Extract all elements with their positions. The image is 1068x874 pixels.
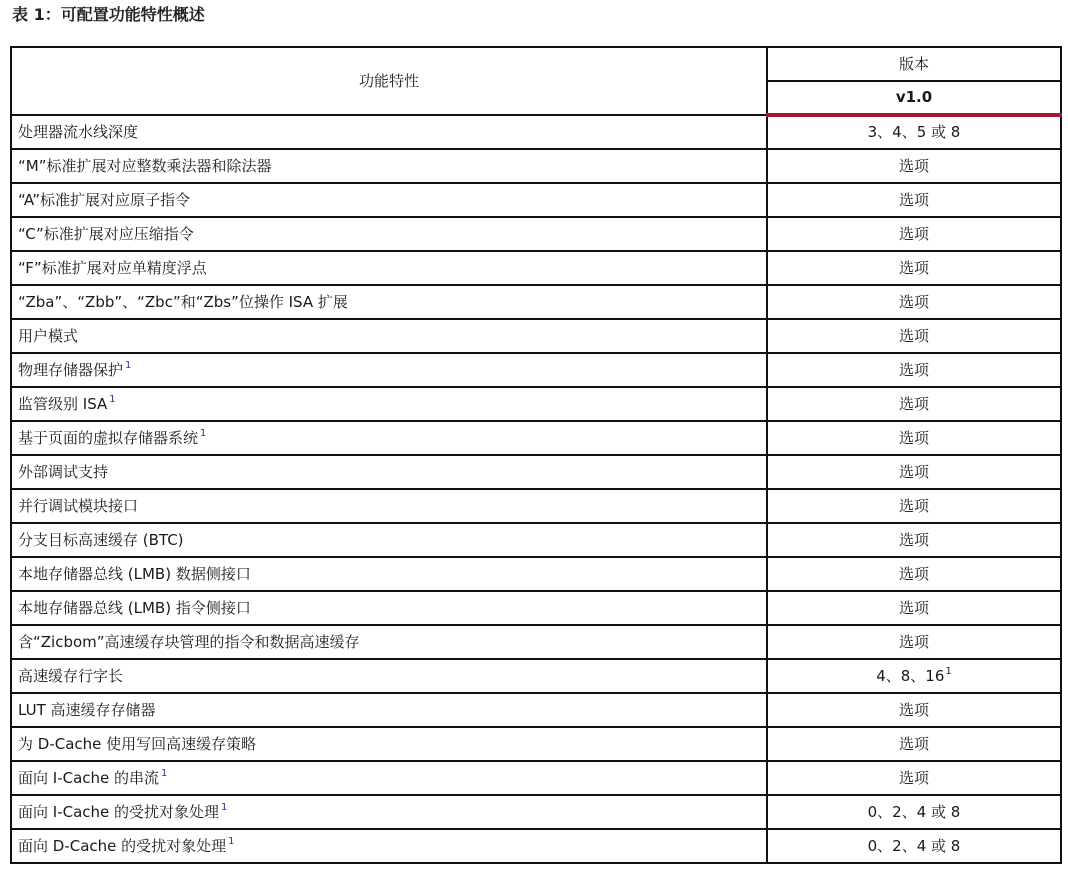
feature-cell <box>11 557 767 591</box>
table-row <box>11 353 1061 387</box>
value-text: 0、2、4 或 8 <box>867 836 961 855</box>
value-text: 3、4、5 或 8 <box>867 123 961 141</box>
table-row <box>11 285 1061 319</box>
feature-text: 外部调试支持 <box>18 462 109 481</box>
feature-cell <box>11 727 767 761</box>
table-body <box>11 115 1061 863</box>
feature-cell <box>11 761 767 795</box>
feature-text: 监管级别 ISA <box>18 394 108 413</box>
version-value-cell <box>767 795 1061 829</box>
value-text: 选项 <box>898 292 929 311</box>
table-row <box>11 693 1061 727</box>
version-value-cell <box>767 659 1061 693</box>
table-row <box>11 523 1061 557</box>
table-row <box>11 387 1061 421</box>
value-text: 选项 <box>898 632 929 651</box>
value-text: 选项 <box>898 224 929 243</box>
table-row <box>11 795 1061 829</box>
table-header <box>11 47 1061 115</box>
value-text: 选项 <box>898 496 929 515</box>
feature-cell <box>11 829 767 863</box>
value-text: 0、2、4 或 8 <box>867 802 961 821</box>
value-text: 4、8、16 <box>876 666 945 685</box>
value-text: 选项 <box>898 360 929 379</box>
feature-cell <box>11 523 767 557</box>
table-row <box>11 557 1061 591</box>
value-text: 选项 <box>898 530 929 549</box>
feature-text: 并行调试模块接口 <box>18 496 139 515</box>
feature-text: 为 D-Cache 使用写回高速缓存策略 <box>18 734 257 753</box>
feature-text: 面向 D-Cache 的受扰对象处理 <box>18 836 227 855</box>
feature-column-header: 功能特性 <box>11 47 767 115</box>
version-value-cell <box>767 489 1061 523</box>
feature-cell <box>11 115 767 149</box>
version-value-cell <box>767 115 1061 149</box>
value-text: 选项 <box>898 428 929 447</box>
feature-cell <box>11 455 767 489</box>
version-value-cell <box>767 387 1061 421</box>
feature-text: LUT 高速缓存存储器 <box>18 700 156 719</box>
version-column-header: 版本 <box>767 47 1061 81</box>
table-row <box>11 727 1061 761</box>
table-row <box>11 319 1061 353</box>
feature-text: 物理存储器保护 <box>18 360 124 379</box>
table-row <box>11 659 1061 693</box>
table-row <box>11 829 1061 863</box>
value-text: 选项 <box>898 258 929 277</box>
feature-cell <box>11 251 767 285</box>
value-text: 选项 <box>898 768 929 787</box>
feature-text: 本地存储器总线 (LMB) 指令侧接口 <box>18 598 251 617</box>
footnote-marker[interactable]: 1 <box>200 427 207 439</box>
footnote-marker[interactable]: 1 <box>221 801 228 813</box>
table-row <box>11 591 1061 625</box>
footnote-marker[interactable]: 1 <box>228 835 235 847</box>
table-caption: 表 1：可配置功能特性概述 <box>12 5 205 24</box>
feature-text: 分支目标高速缓存 (BTC) <box>18 530 184 549</box>
feature-cell <box>11 217 767 251</box>
feature-text: “F”标准扩展对应单精度浮点 <box>18 258 207 277</box>
version-value-cell <box>767 353 1061 387</box>
footnote-marker[interactable]: 1 <box>945 665 952 677</box>
footnote-marker[interactable]: 1 <box>125 359 132 371</box>
feature-text: “A”标准扩展对应原子指令 <box>18 190 191 209</box>
table-row <box>11 183 1061 217</box>
version-value-cell <box>767 625 1061 659</box>
feature-cell <box>11 625 767 659</box>
feature-cell <box>11 353 767 387</box>
value-text: 选项 <box>898 734 929 753</box>
feature-text: 用户模式 <box>18 326 79 345</box>
feature-cell <box>11 591 767 625</box>
version-value-cell <box>767 727 1061 761</box>
feature-cell <box>11 489 767 523</box>
table-row <box>11 761 1061 795</box>
version-value-cell <box>767 693 1061 727</box>
value-text: 选项 <box>898 462 929 481</box>
table-row <box>11 455 1061 489</box>
value-text: 选项 <box>898 564 929 583</box>
feature-table <box>10 46 1062 864</box>
version-value-cell <box>767 251 1061 285</box>
table-row <box>11 625 1061 659</box>
table-row <box>11 115 1061 149</box>
table-row <box>11 421 1061 455</box>
version-value-cell <box>767 217 1061 251</box>
feature-text: 面向 I-Cache 的串流 <box>18 768 160 787</box>
feature-cell <box>11 693 767 727</box>
version-value-cell <box>767 285 1061 319</box>
feature-cell <box>11 795 767 829</box>
footnote-marker[interactable]: 1 <box>109 393 116 405</box>
feature-text: 处理器流水线深度 <box>18 122 139 141</box>
value-text: 选项 <box>898 326 929 345</box>
feature-text: 含“Zicbom”高速缓存块管理的指令和数据高速缓存 <box>18 632 360 651</box>
feature-cell <box>11 285 767 319</box>
value-text: 选项 <box>898 700 929 719</box>
version-value-cell <box>767 523 1061 557</box>
table-row <box>11 489 1061 523</box>
feature-cell <box>11 319 767 353</box>
version-value-cell <box>767 591 1061 625</box>
footnote-marker[interactable]: 1 <box>161 767 168 779</box>
value-text: 选项 <box>898 394 929 413</box>
version-value-cell <box>767 421 1061 455</box>
feature-cell <box>11 387 767 421</box>
feature-text: “M”标准扩展对应整数乘法器和除法器 <box>18 156 272 175</box>
version-value-cell <box>767 761 1061 795</box>
version-number-header: v1.0 <box>767 81 1061 115</box>
table-row <box>11 217 1061 251</box>
version-value-cell <box>767 455 1061 489</box>
version-value-cell <box>767 557 1061 591</box>
feature-cell <box>11 421 767 455</box>
feature-cell <box>11 659 767 693</box>
version-value-cell <box>767 319 1061 353</box>
table-row <box>11 149 1061 183</box>
version-value-cell <box>767 829 1061 863</box>
version-value-cell <box>767 183 1061 217</box>
value-text: 选项 <box>898 156 929 175</box>
feature-text: “Zba”、“Zbb”、“Zbc”和“Zbs”位操作 ISA 扩展 <box>18 292 348 311</box>
value-text: 选项 <box>898 190 929 209</box>
value-text: 选项 <box>898 598 929 617</box>
feature-text: 基于页面的虚拟存储器系统 <box>18 428 199 447</box>
feature-text: “C”标准扩展对应压缩指令 <box>18 224 194 243</box>
feature-text: 高速缓存行字长 <box>18 666 124 685</box>
version-value-cell <box>767 149 1061 183</box>
feature-text: 面向 I-Cache 的受扰对象处理 <box>18 802 220 821</box>
feature-cell <box>11 149 767 183</box>
feature-text: 本地存储器总线 (LMB) 数据侧接口 <box>18 564 251 583</box>
feature-cell <box>11 183 767 217</box>
table-row <box>11 251 1061 285</box>
